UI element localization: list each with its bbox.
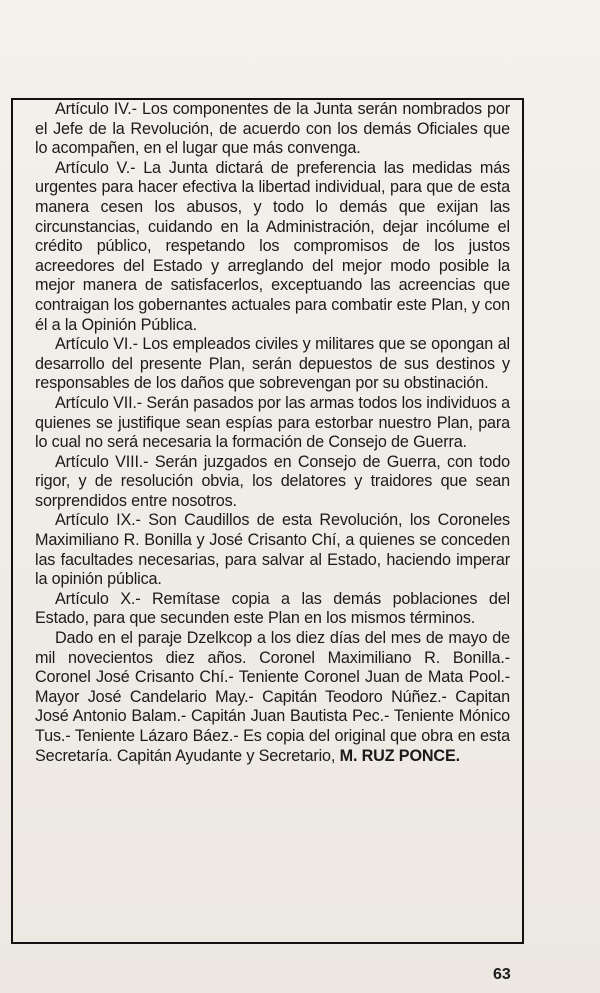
- article-text: Serán juzgados en Consejo de Guerra, con todo rigor, y de resolución obvia, los delatores y traidores que sean sorprendidos entre nosotros.: [35, 452, 510, 510]
- article-text: Los componentes de la Junta serán nombrados por el Jefe de la Revolución, de acuerdo con los demás Oficiales que lo acompañen, en el lugar que más convenga.: [35, 100, 511, 158]
- article-heading: Artículo V.-: [55, 158, 136, 177]
- article-heading: Artículo VIII.-: [55, 452, 149, 471]
- article-text: Remítase copia a las demás poblaciones del Estado, para que secunden este Plan en los mismos términos.: [35, 589, 510, 628]
- article-6: [35, 335, 510, 394]
- article-10: [35, 590, 510, 629]
- closing-text: Dado en el paraje Dzelkcop a los diez días del mes de mayo de mil novecientos diez años. Coronel Maximiliano R. Bonilla.- Coronel José Crisanto Chí.- Teniente Coronel Juan de Mata Pool.- Mayor José Candelario May.- Capitán Teodoro Núñez.- Capitan José Antonio Balam.- Capitán Juan Bautista Pec.- Teniente Mónico Tus.- Teniente Lázaro Báez.- Es copia del original que obra en esta Secretaría. Capitán Ayudante y Secretario,: [35, 629, 510, 765]
- signature: M. RUZ PONCE.: [339, 746, 460, 765]
- article-9: [35, 511, 510, 589]
- article-text: Son Caudillos de esta Revolución, los Coroneles Maximiliano R. Bonilla y José Crisanto Chí, a quienes se conceden las facultades necesarias, para salvar al Estado, haciendo imperar la opinión pública.: [35, 511, 511, 589]
- article-5: [35, 159, 510, 335]
- closing-paragraph: [35, 629, 510, 766]
- page-number: 63: [493, 966, 511, 983]
- article-heading: Artículo VI.-: [55, 335, 138, 354]
- article-7: [35, 394, 510, 453]
- article-heading: Artículo X.-: [55, 589, 141, 608]
- article-heading: Artículo IX.-: [55, 511, 141, 530]
- article-heading: Artículo IV.-: [55, 100, 137, 118]
- article-4: [35, 100, 510, 159]
- article-text: Los empleados civiles y militares que se opongan al desarrollo del presente Plan, serán depuestos de sus destinos y responsables de los daños que sobrevengan por su obstinación.: [35, 335, 510, 393]
- article-heading: Artículo VII.-: [55, 393, 142, 412]
- article-text: La Junta dictará de preferencia las medidas más urgentes para hacer efectiva la libertad individual, para que de esta manera cesen los abusos, y todo lo demás que exijan las circunstancias, cuidando en la Administración, dejar incólume el crédito público, respetando los compromisos de los justos acreedores del Estado y arreglando del mejor modo posible la mejor manera de satisfacerlos, exceptuando las acreencias que contraigan los gobernantes actuales para combatir este Plan, y con él a la Opinión Pública.: [35, 158, 510, 334]
- article-text: Serán pasados por las armas todos los individuos a quienes se justifique sean espías para estorbar nuestro Plan, para lo cual no será necesaria la formación de Consejo de Guerra.: [35, 393, 510, 452]
- article-8: [35, 453, 510, 512]
- document-body: [35, 100, 510, 766]
